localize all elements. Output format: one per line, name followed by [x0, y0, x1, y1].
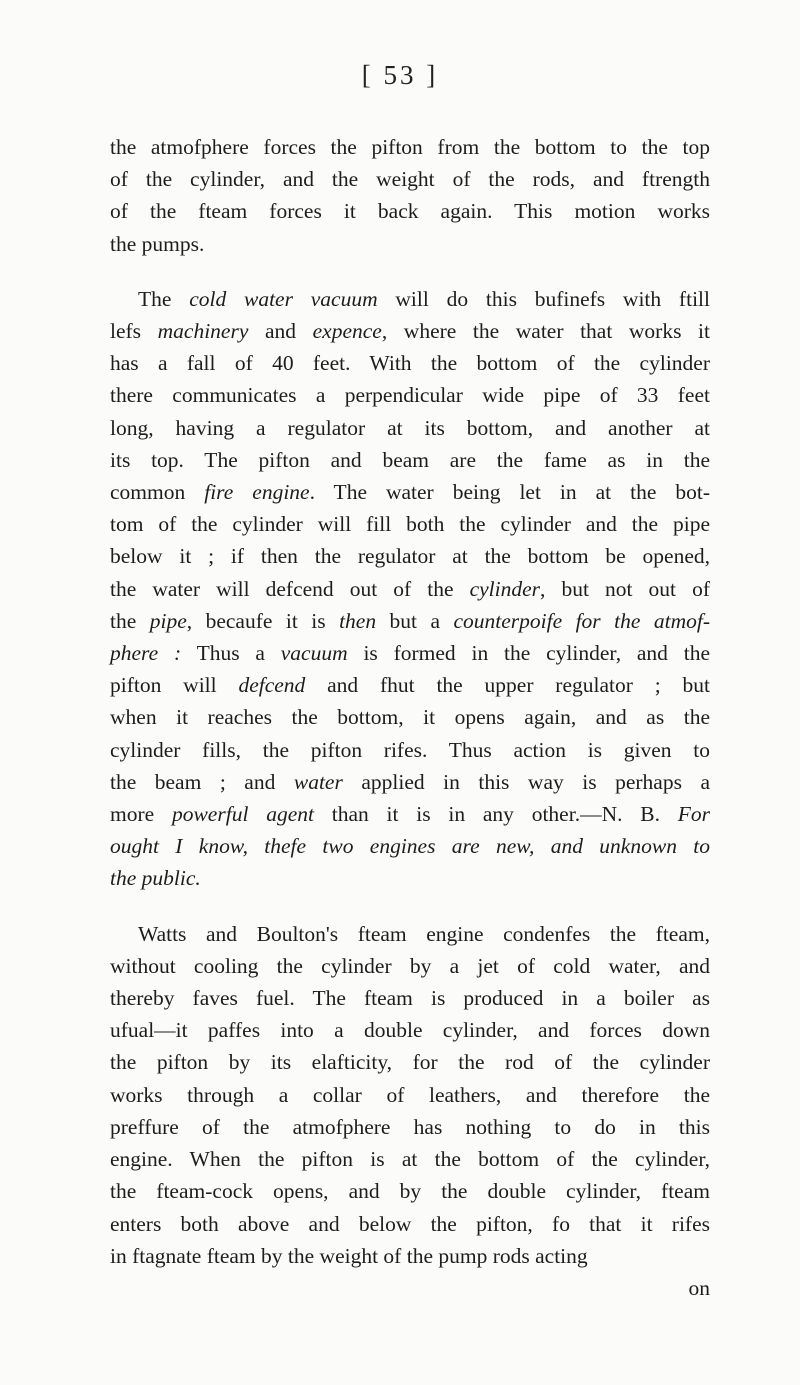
text-run: of the cylinder, and the weight of the rods, and ftrength [110, 167, 710, 192]
text-line [110, 131, 710, 163]
text-line [110, 283, 710, 315]
text-run: applied in this way is perhaps a [342, 769, 710, 794]
text-run: is formed in the cylinder, and the [347, 641, 711, 666]
text-line [110, 1175, 710, 1207]
italic-run: pipe [149, 608, 187, 633]
text-line [110, 766, 710, 798]
italic-run: ought I know, thefe two engines are new, and unknown to [110, 834, 710, 859]
text-run: below it ; if then the regulator at the bottom be opened, [110, 544, 710, 569]
italic-run: phere : [110, 641, 182, 666]
italic-run: cold water vacuum [189, 286, 378, 311]
text-line [110, 1240, 710, 1272]
text-run: in ftagnate fteam by the weight of the pump rods acting [110, 1243, 588, 1268]
text-line [110, 918, 710, 950]
text-run: when it reaches the bottom, it opens again, and as the [110, 705, 710, 730]
text-run: will do this bufinefs with ftill [377, 286, 710, 311]
catchword: on [688, 1275, 710, 1300]
text-run: pifton will [110, 673, 239, 698]
text-line [110, 637, 710, 669]
text-line [110, 228, 710, 260]
text-run: Watts and Boulton's fteam engine condenfes the fteam, [138, 921, 710, 946]
text-run: preffure of the atmofphere has nothing to do in this [110, 1114, 710, 1139]
italic-run: machinery [157, 319, 249, 344]
page-number-header: [ 53 ] [361, 60, 439, 90]
text-run: the pumps. [110, 231, 205, 256]
text-run: without cooling the cylinder by a jet of cold water, and [110, 953, 710, 978]
paragraph-gap [110, 260, 710, 283]
text-line [110, 605, 710, 637]
text-line [110, 701, 710, 733]
text-line [110, 862, 710, 894]
text-line [110, 163, 710, 195]
italic-run: fire engine [204, 480, 310, 505]
body-text [110, 131, 710, 1304]
text-line [110, 347, 710, 379]
text-run: thereby faves fuel. The fteam is produced in a boiler as [110, 986, 710, 1011]
italic-run: cylinder [469, 576, 541, 601]
italic-run: the public. [110, 866, 201, 891]
text-run: lefs [110, 319, 158, 344]
text-line [110, 315, 710, 347]
text-line [110, 508, 710, 540]
text-line [110, 830, 710, 862]
text-run: cylinder fills, the pifton rifes. Thus action is given to [110, 737, 710, 762]
italic-run: expence [312, 319, 382, 344]
text-run: the fteam-cock opens, and by the double cylinder, fteam [110, 1179, 710, 1204]
text-run: but a [376, 608, 454, 633]
text-run: the water will defcend out of the [110, 576, 470, 601]
italic-run: water [293, 769, 343, 794]
text-line [110, 540, 710, 572]
text-run: , where the water that works it [381, 319, 710, 344]
text-line [110, 1014, 710, 1046]
text-run: its top. The pifton and beam are the fame as in the [110, 447, 710, 472]
text-line [110, 1079, 710, 1111]
text-run: the [110, 608, 150, 633]
italic-run: counterpoife for the atmof- [453, 608, 710, 633]
text-run: tom of the cylinder will fill both the cylinder and the pipe [110, 512, 710, 537]
text-line [110, 1208, 710, 1240]
text-run: more [110, 802, 172, 827]
text-run: The [138, 286, 190, 311]
text-run: , becaufe it is [186, 608, 340, 633]
text-line [110, 1143, 710, 1175]
text-run: enters both above and below the pifton, fo that it rifes [110, 1211, 710, 1236]
text-run: and fhut the upper regulator ; but [305, 673, 710, 698]
text-line [110, 798, 710, 830]
text-run: . The water being let in at the bot- [309, 480, 710, 505]
text-line [110, 379, 710, 411]
italic-run: For [677, 802, 710, 827]
text-run: of the fteam forces it back again. This motion works [110, 199, 710, 224]
text-run: common [110, 480, 205, 505]
text-run: works through a collar of leathers, and therefore the [110, 1082, 710, 1107]
text-line [110, 1046, 710, 1078]
text-run: the pifton by its elafticity, for the rod of the cylinder [110, 1050, 710, 1075]
text-run: , but not out of [540, 576, 710, 601]
text-run: and [248, 319, 313, 344]
text-run: engine. When the pifton is at the bottom of the cylinder, [110, 1147, 710, 1172]
text-line [110, 476, 710, 508]
italic-run: powerful agent [171, 802, 314, 827]
text-run: the beam ; and [110, 769, 294, 794]
text-line [110, 412, 710, 444]
text-run: Thus a [181, 641, 281, 666]
italic-run: then [339, 608, 377, 633]
paragraph-gap [110, 895, 710, 918]
text-line [110, 982, 710, 1014]
text-line [110, 444, 710, 476]
text-line [110, 573, 710, 605]
text-line [110, 669, 710, 701]
text-line [110, 195, 710, 227]
text-run: than it is in any other.—N. B. [313, 802, 678, 827]
text-run: the atmofphere forces the pifton from the bottom to the top [110, 135, 710, 159]
text-line [110, 950, 710, 982]
text-run: long, having a regulator at its bottom, and another at [110, 415, 710, 440]
text-run: ufual—it paffes into a double cylinder, and forces down [110, 1018, 710, 1043]
text-run: has a fall of 40 feet. With the bottom of the cylinder [110, 351, 710, 376]
italic-run: defcend [238, 673, 306, 698]
italic-run: vacuum [280, 641, 348, 666]
text-line [110, 734, 710, 766]
text-run: there communicates a perpendicular wide pipe of 33 feet [110, 383, 710, 408]
text-line [110, 1111, 710, 1143]
